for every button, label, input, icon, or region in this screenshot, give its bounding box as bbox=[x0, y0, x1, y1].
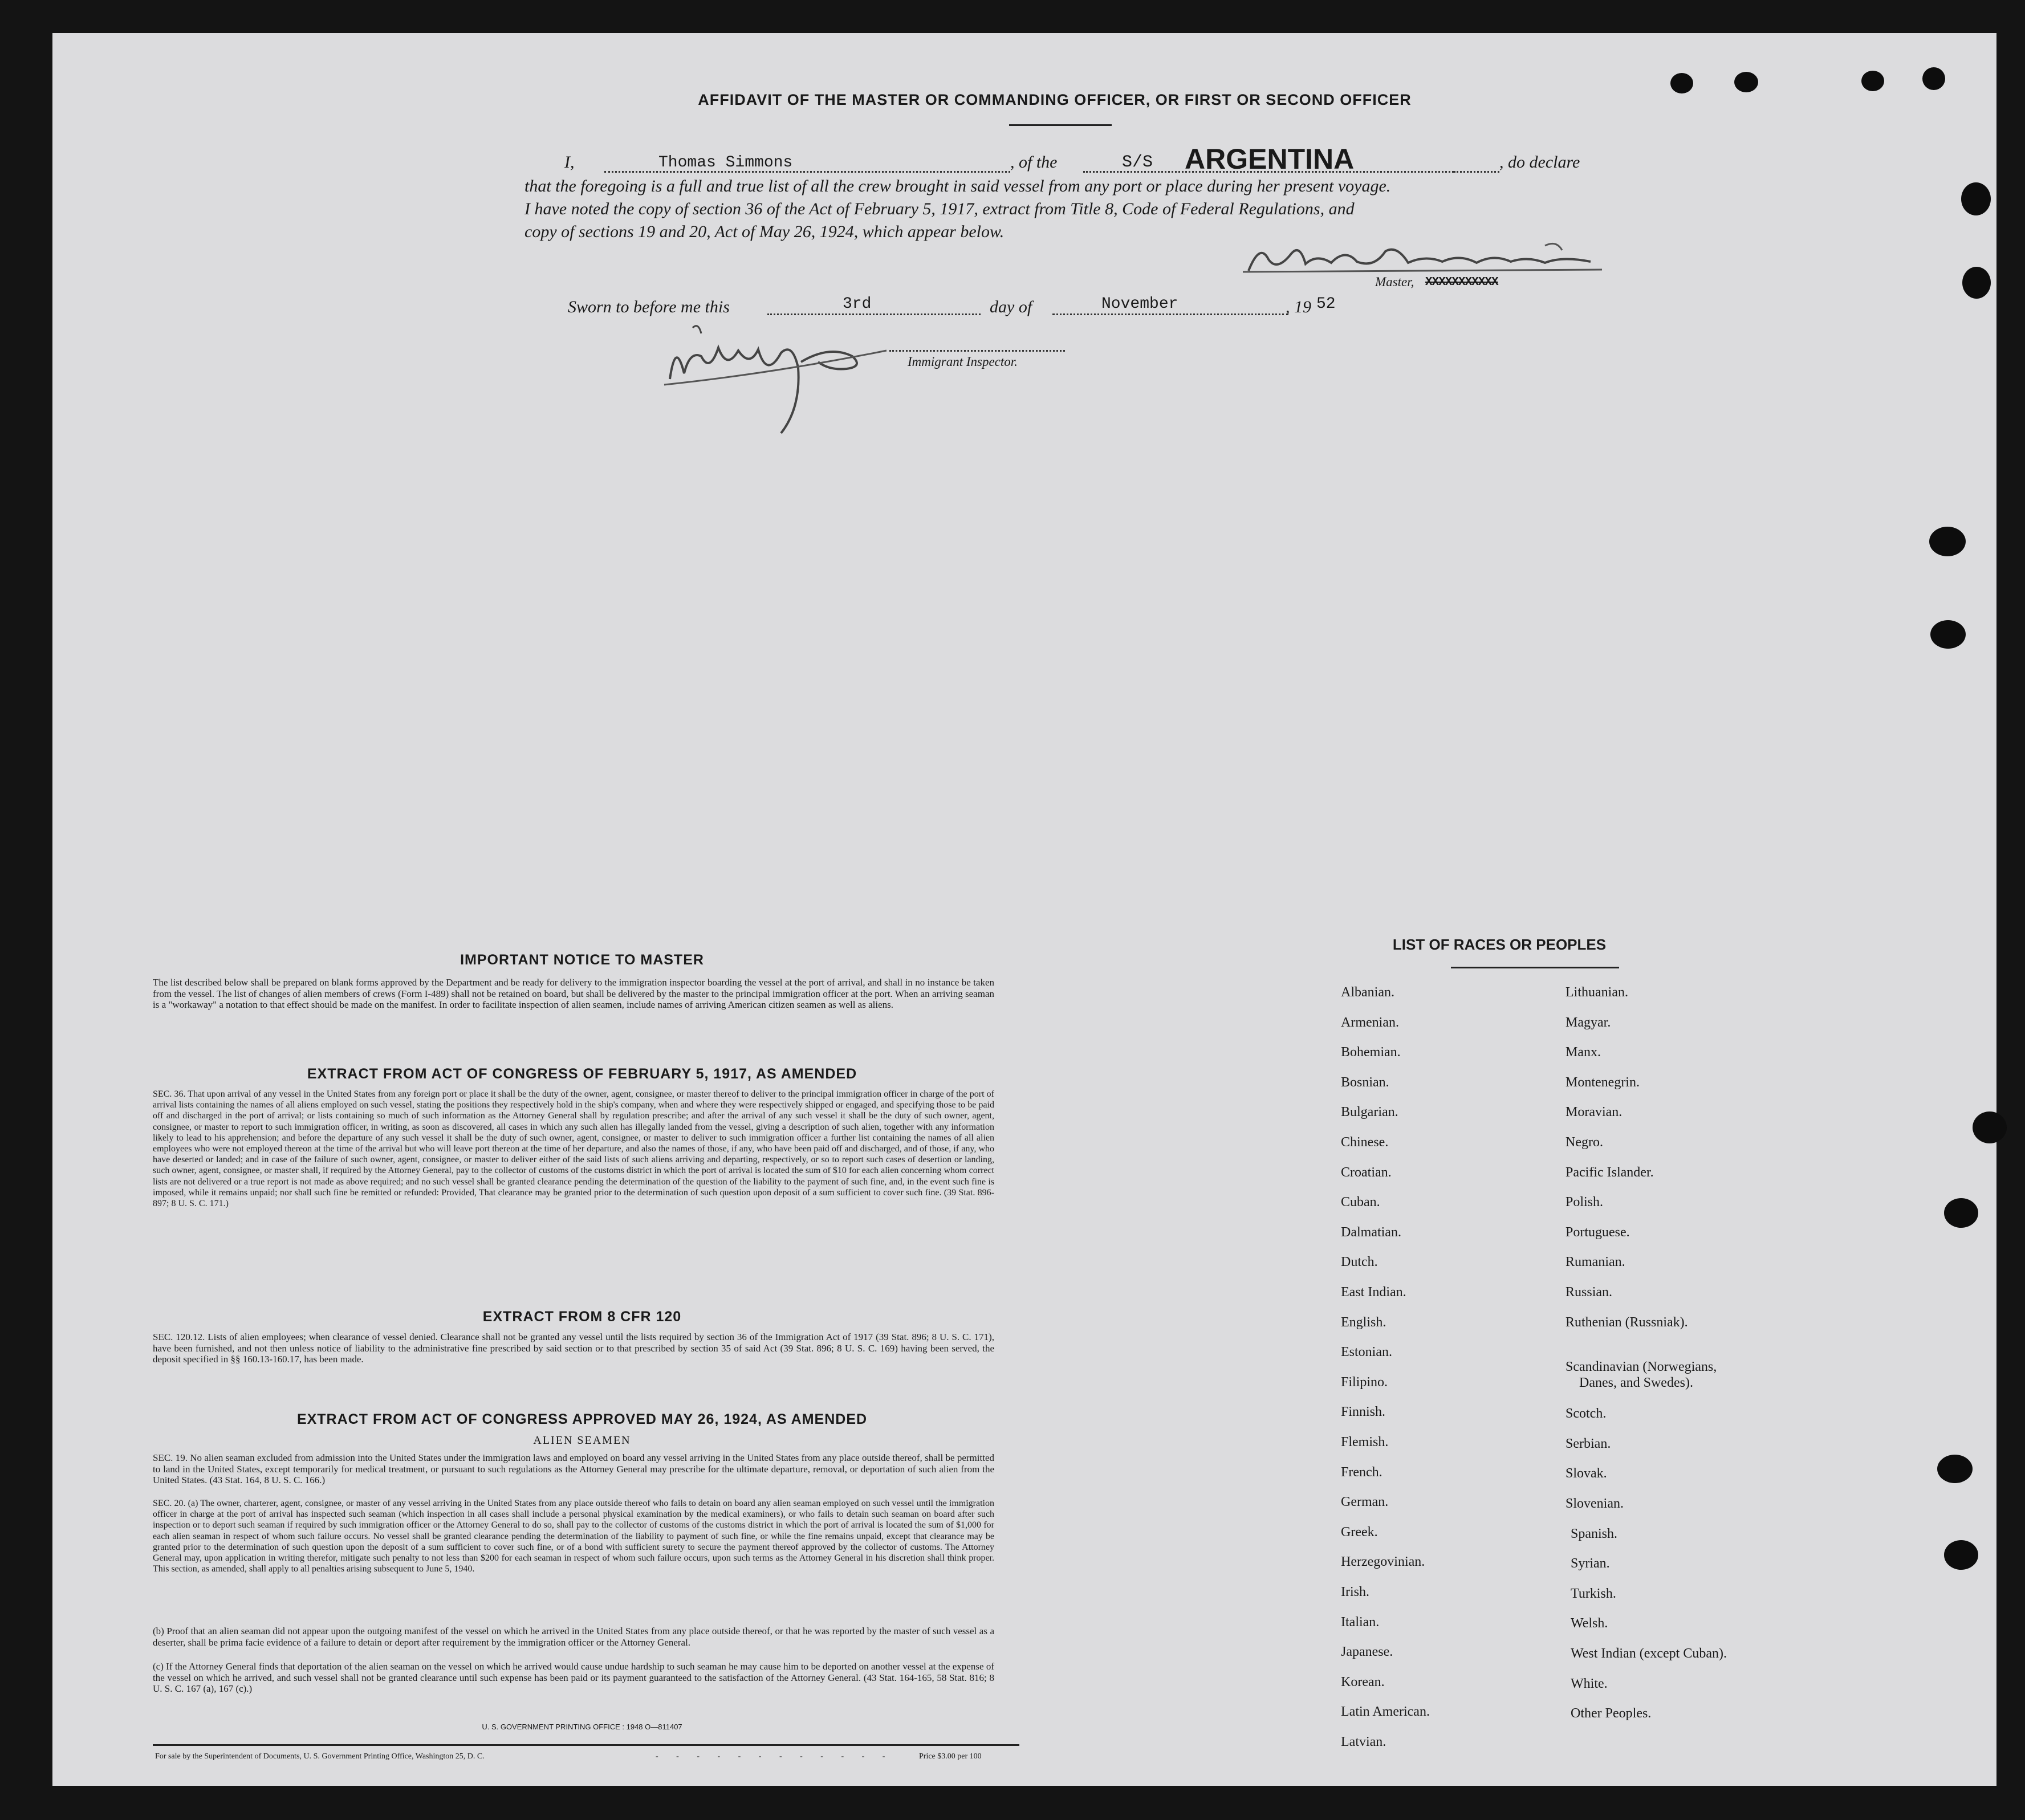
extract-1924-sec20a: SEC. 20. (a) The owner, charterer, agent, consignee, or master of any vessel arriving in the United States from any place outside thereof who fails to detain on board any alien seaman employed on such vessel until the immigration officer in charge at the port of arrival has inspected such seaman (which inspection in all cases shall include a personal physical examination by the medical examiners), or who fails to detain such seaman on board after such inspection or to deport such seaman if required by such immigration officer or the Attorney General to do so, shall pay to the collector of customs of the customs district in which the port of arrival is located the sum of $1,000 for each alien seaman in respect of whom such failure occurs. No vessel shall be granted clearance pending the determination of the liability to payment of such fine, or while the fine remains unpaid, except that clearance may be granted prior to the determination of such question upon the deposit of a sum sufficient to cover such fine, or of a bond with sufficient surety to secure the payment thereof approved by the collector of customs. The Attorney General may, upon application in writing therefor, mitigate such penalty to not less than $200 for each seaman in respect of whom such failure occurs, upon such terms as the Attorney General in his discretion shall think proper. This section, as amended, shall apply to all penalties arising subsequent to June 5, 1940. bbox=[153, 1499, 994, 1574]
races-divider bbox=[1451, 967, 1619, 968]
race-item: Portuguese. bbox=[1565, 1224, 1630, 1240]
race-item: Chinese. bbox=[1341, 1135, 1389, 1150]
sworn-day: 3rd bbox=[843, 295, 872, 313]
race-item: Dalmatian. bbox=[1341, 1224, 1401, 1240]
race-item: Serbian. bbox=[1565, 1436, 1611, 1451]
race-item: Herzegovinian. bbox=[1341, 1554, 1425, 1570]
affidavit-line-4: copy of sections 19 and 20, Act of May 26, 1924, which appear below. bbox=[524, 222, 1005, 241]
race-item: Manx. bbox=[1565, 1045, 1601, 1060]
race-item: Albanian. bbox=[1341, 985, 1394, 1000]
footer-right: Price $3.00 per 100 bbox=[919, 1752, 982, 1761]
year-prefix: , 19 bbox=[1286, 298, 1311, 316]
extract-1924-sec20b: (b) Proof that an alien seaman did not appear upon the outgoing manifest of the vessel on which he arrived in the United States from any place outside thereof, or that he was reported by the master of such vessel as a deserter, shall be prima facie evidence of a failure to detain or deport after requirement by the immigration officer or the Attorney General. bbox=[153, 1626, 994, 1648]
race-item: German. bbox=[1341, 1495, 1389, 1510]
race-item: Lithuanian. bbox=[1565, 985, 1628, 1000]
extract-1917-title: EXTRACT FROM ACT OF CONGRESS OF FEBRUARY 5, 1917, AS AMENDED bbox=[307, 1066, 857, 1082]
race-item: Italian. bbox=[1341, 1614, 1380, 1630]
race-item: Croatian. bbox=[1341, 1165, 1392, 1180]
race-item: Syrian. bbox=[1571, 1556, 1610, 1571]
footer-divider bbox=[153, 1744, 1019, 1746]
race-item: Rumanian. bbox=[1565, 1255, 1625, 1270]
race-item: White. bbox=[1571, 1676, 1608, 1691]
affidavit-line-3: I have noted the copy of section 36 of the Act of February 5, 1917, extract from Title 8, Code of Federal Regulations, and bbox=[524, 199, 1355, 218]
race-item: Slovenian. bbox=[1565, 1496, 1624, 1511]
race-item: Bosnian. bbox=[1341, 1074, 1389, 1090]
race-item: French. bbox=[1341, 1464, 1382, 1480]
races-title: LIST OF RACES OR PEOPLES bbox=[1392, 936, 1607, 953]
year-suffix: 52 bbox=[1316, 295, 1336, 313]
inspector-label: Immigrant Inspector. bbox=[908, 355, 1018, 369]
sworn-prefix: Sworn to before me this bbox=[568, 298, 730, 316]
race-item: Negro. bbox=[1565, 1135, 1603, 1150]
extract-cfr-text: SEC. 120.12. Lists of alien employees; when clearance of vessel denied. Clearance shall not be granted any vessel until the lists required by section 36 of the Immigration Act of 1917 (39 Stat. 896; 8 U. S. C. 171), have been furnished, and not then unless notice of liability to the administrative fine prescribed by said section or to that prescribed by section 35 of said Act (39 Stat. 896; 8 U. S. C. 169) having been served, the deposit specified in §§ 160.13-160.17, has been made. bbox=[153, 1332, 994, 1365]
race-item: Spanish. bbox=[1571, 1526, 1618, 1541]
race-item: Scandinavian (Norwegians, bbox=[1565, 1359, 1717, 1375]
affidavit-pronoun: I, bbox=[564, 153, 575, 172]
month-line bbox=[1052, 313, 1288, 315]
race-item: East Indian. bbox=[1341, 1285, 1406, 1300]
race-item: Armenian. bbox=[1341, 1015, 1399, 1030]
inspector-line bbox=[889, 350, 1065, 352]
race-item: Bohemian. bbox=[1341, 1045, 1401, 1060]
race-item: Russian. bbox=[1565, 1285, 1613, 1300]
punch-hole bbox=[1944, 1540, 1978, 1570]
extract-1924-subtitle: ALIEN SEAMEN bbox=[533, 1434, 631, 1447]
day-of-text: day of bbox=[990, 298, 1032, 316]
master-signature bbox=[1237, 237, 1608, 282]
punch-hole bbox=[1937, 1455, 1973, 1483]
punch-hole bbox=[1670, 73, 1693, 93]
day-line bbox=[767, 313, 981, 315]
race-item: Cuban. bbox=[1341, 1195, 1380, 1210]
punch-hole bbox=[1861, 71, 1884, 91]
race-item: Korean. bbox=[1341, 1674, 1385, 1689]
race-item: West Indian (except Cuban). bbox=[1571, 1646, 1727, 1661]
punch-hole bbox=[1961, 182, 1991, 215]
punch-hole bbox=[1734, 72, 1758, 92]
do-declare-text: , do declare bbox=[1499, 153, 1580, 172]
extract-cfr-title: EXTRACT FROM 8 CFR 120 bbox=[482, 1309, 682, 1325]
race-item: Scotch. bbox=[1565, 1406, 1607, 1422]
race-item: Dutch. bbox=[1341, 1255, 1378, 1270]
punch-hole bbox=[1922, 67, 1945, 90]
sworn-month: November bbox=[1101, 295, 1178, 313]
vessel-name: ARGENTINA bbox=[1185, 143, 1355, 175]
race-item: Welsh. bbox=[1571, 1616, 1608, 1631]
trailing-line bbox=[1454, 171, 1499, 173]
affidavit-line-2: that the foregoing is a full and true list of all the crew brought in said vessel from any port or place during her present voyage. bbox=[524, 177, 1391, 196]
race-item: Pacific Islander. bbox=[1565, 1165, 1654, 1180]
struck-title: XXXXXXXXXXX bbox=[1425, 276, 1498, 289]
race-item: Latin American. bbox=[1341, 1704, 1430, 1720]
inspector-signature bbox=[658, 316, 978, 442]
punch-hole bbox=[1962, 267, 1991, 299]
punch-hole bbox=[1930, 620, 1966, 649]
of-the-text: , of the bbox=[1010, 153, 1058, 172]
race-item: Magyar. bbox=[1565, 1015, 1611, 1030]
race-item: Danes, and Swedes). bbox=[1579, 1375, 1693, 1391]
race-item: Polish. bbox=[1565, 1195, 1604, 1210]
race-item: Flemish. bbox=[1341, 1435, 1389, 1450]
footer-left: For sale by the Superintendent of Documents, U. S. Government Printing Office, Washington 25, D. C. bbox=[155, 1752, 485, 1761]
race-item: Filipino. bbox=[1341, 1374, 1388, 1390]
vessel-prefix: S/S bbox=[1122, 153, 1153, 172]
notice-text: The list described below shall be prepared on blank forms approved by the Department and be ready for delivery to the immigration inspector boarding the vessel at the port of arrival, and shall in no instance be taken from the vessel. The list of changes of alien members of crews (Form I-489) shall not be retained on board, but shall be delivered by the master to the principal immigration officer at the port. When an arriving seaman is a "workaway" a notation to that effect should be made on the manifest. In order to facilitate inspection of alien seamen, include names of arriving American citizen seamen as well as aliens. bbox=[153, 977, 994, 1010]
race-item: Latvian. bbox=[1341, 1735, 1386, 1749]
punch-hole bbox=[1944, 1198, 1978, 1228]
race-item: Irish. bbox=[1341, 1585, 1369, 1599]
extract-1924-title: EXTRACT FROM ACT OF CONGRESS APPROVED MAY 26, 1924, AS AMENDED bbox=[296, 1411, 868, 1427]
extract-1917-text: SEC. 36. That upon arrival of any vessel in the United States from any foreign port or place it shall be the duty of the owner, agent, consignee, or master thereof to deliver to the principal immigration officer in charge of the port of arrival lists containing the names of all aliens employed on such vessel, stating the positions they respectively hold in the ship's company, when and where they were respectively shipped or engaged, and specifying those to be paid off and discharged in the port of arrival; or lists containing so much of such information as the Attorney General shall by regulation prescribe; and after the arrival of any such vessel it shall be the duty of such owner, agent, consignee, or master to report to such immigration officer, in writing, as soon as discovered, all cases in which any such alien has illegally landed from the vessel, giving a description of such alien, together with any information likely to lead to his apprehension; and before the departure of any such vessel it shall be the duty of such owner, agent, consignee, or master to deliver to such immigration officer a further list containing the names of all alien employees who were not employed thereon at the time of the arrival but who will leave port thereon at the time of her departure, and also the names of those, if any, who have been paid off and discharged, and of those, if any, who have deserted or landed; and in case of the failure of such owner, agent, consignee, or master to deliver either of the said lists of such aliens arriving and departing, respectively, or so to report such cases of desertion or landing, such owner, agent, consignee, or master shall, if required by the Attorney General, pay to the collector of customs of the customs district in which the port of arrival is located the sum of $10 for each alien concerning whom correct lists are not delivered or a true report is not made as above required; and no such vessel shall be granted clearance pending the determination of the question of the liability to the payment of such fine, and, in the event such fine is imposed, while it remains unpaid; nor shall such fine be remitted or refunded: Provided, That clearance may be granted prior to the determination of such question upon deposit of a sum sufficient to cover such fine. (39 Stat. 896-897; 8 U. S. C. 171.) bbox=[153, 1089, 994, 1209]
master-label: Master, bbox=[1375, 275, 1414, 289]
race-item: Other Peoples. bbox=[1571, 1706, 1652, 1721]
master-name: Thomas Simmons bbox=[658, 154, 793, 172]
footer-dash-leader: - - - - - - - - - - - - bbox=[656, 1752, 893, 1761]
race-item: English. bbox=[1341, 1314, 1386, 1330]
punch-hole bbox=[1973, 1111, 2007, 1143]
race-item: Moravian. bbox=[1565, 1105, 1623, 1120]
race-item: Montenegrin. bbox=[1565, 1074, 1640, 1090]
race-item: Slovak. bbox=[1565, 1466, 1607, 1481]
extract-1924-sec19: SEC. 19. No alien seaman excluded from admission into the United States under the immigration laws and employed on board any vessel arriving in the United States from any place outside thereof, shall be permitted to land in the United States, except temporarily for medical treatment, or pursuant to such regulations as the Attorney General may prescribe for the ultimate departure, removal, or deportation of such alien from the United States. (43 Stat. 164, 8 U. S. C. 166.) bbox=[153, 1452, 994, 1485]
divider bbox=[1009, 124, 1112, 126]
race-item: Bulgarian. bbox=[1341, 1105, 1398, 1120]
gpo-imprint: U. S. GOVERNMENT PRINTING OFFICE : 1948 O—811407 bbox=[482, 1723, 682, 1731]
race-item: Greek. bbox=[1341, 1524, 1378, 1540]
race-item: Ruthenian (Russniak). bbox=[1565, 1314, 1688, 1330]
race-item: Turkish. bbox=[1571, 1586, 1616, 1601]
affidavit-title: AFFIDAVIT OF THE MASTER OR COMMANDING OFFICER, OR FIRST OR SECOND OFFICER bbox=[698, 91, 1412, 108]
punch-hole bbox=[1929, 527, 1966, 556]
race-item: Japanese. bbox=[1341, 1644, 1393, 1660]
notice-title: IMPORTANT NOTICE TO MASTER bbox=[460, 952, 704, 968]
race-item: Finnish. bbox=[1341, 1404, 1386, 1420]
extract-1924-sec20c: (c) If the Attorney General finds that deportation of the alien seaman on the vessel on which he arrived would cause undue hardship to such seaman he may cause him to be deported on another vessel at the expense of the vessel on which he arrived, and such vessel shall not be granted clearance until such expense has been paid or its payment guaranteed to the satisfaction of the Attorney General. (43 Stat. 164-165, 58 Stat. 816; 8 U. S. C. 167 (a), 167 (c).) bbox=[153, 1661, 994, 1694]
race-item: Estonian. bbox=[1341, 1345, 1392, 1360]
